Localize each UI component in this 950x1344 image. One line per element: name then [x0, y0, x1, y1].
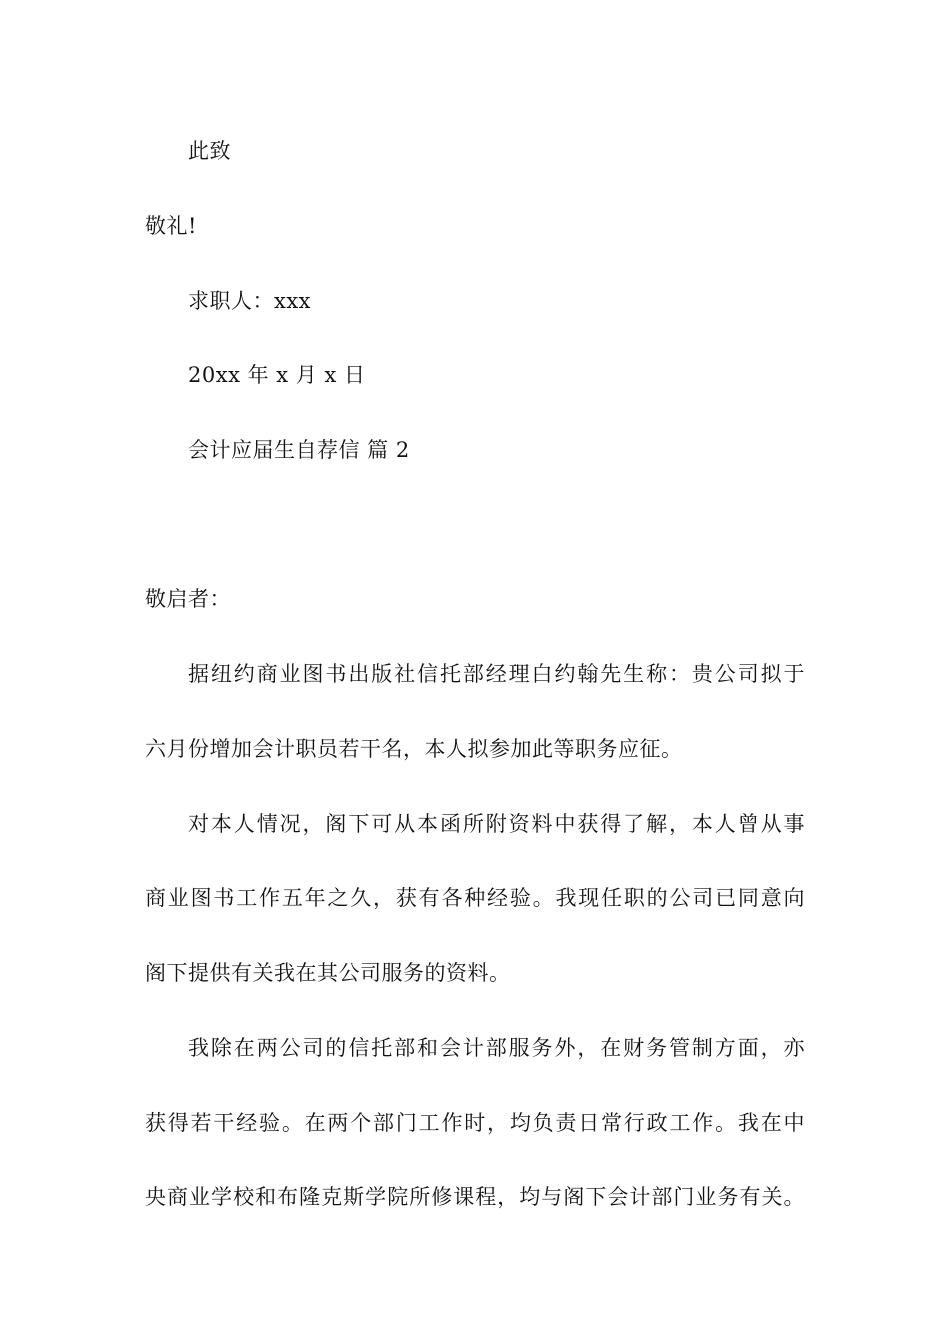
section-heading: 会计应届生自荐信 篇 2	[188, 438, 410, 462]
paragraph-2-line-2: 商业图书工作五年之久，获有各种经验。我现任职的公司已同意向	[145, 886, 805, 910]
paragraph-3-line-2: 获得若干经验。在两个部门工作时，均负责日常行政工作。我在中	[145, 1111, 805, 1135]
paragraph-1-line-1: 据纽约商业图书出版社信托部经理白约翰先生称：贵公司拟于	[188, 662, 805, 686]
paragraph-2-line-1: 对本人情况，阁下可从本函所附资料中获得了解，本人曾从事	[188, 812, 805, 836]
closing-line-1: 此致	[188, 139, 231, 163]
paragraph-3-line-1: 我除在两公司的信托部和会计部服务外，在财务管制方面，亦	[188, 1036, 805, 1060]
paragraph-1-line-2: 六月份增加会计职员若干名，本人拟参加此等职务应征。	[145, 737, 683, 761]
salutation: 敬启者：	[145, 587, 231, 611]
letter-date: 20xx 年 x 月 x 日	[188, 363, 366, 387]
paragraph-3-line-3: 央商业学校和布隆克斯学院所修课程，均与阁下会计部门业务有关。	[145, 1185, 805, 1209]
paragraph-2-line-3: 阁下提供有关我在其公司服务的资料。	[145, 961, 511, 985]
closing-line-2: 敬礼!	[145, 214, 197, 238]
applicant-signature: 求职人：xxx	[188, 289, 312, 313]
